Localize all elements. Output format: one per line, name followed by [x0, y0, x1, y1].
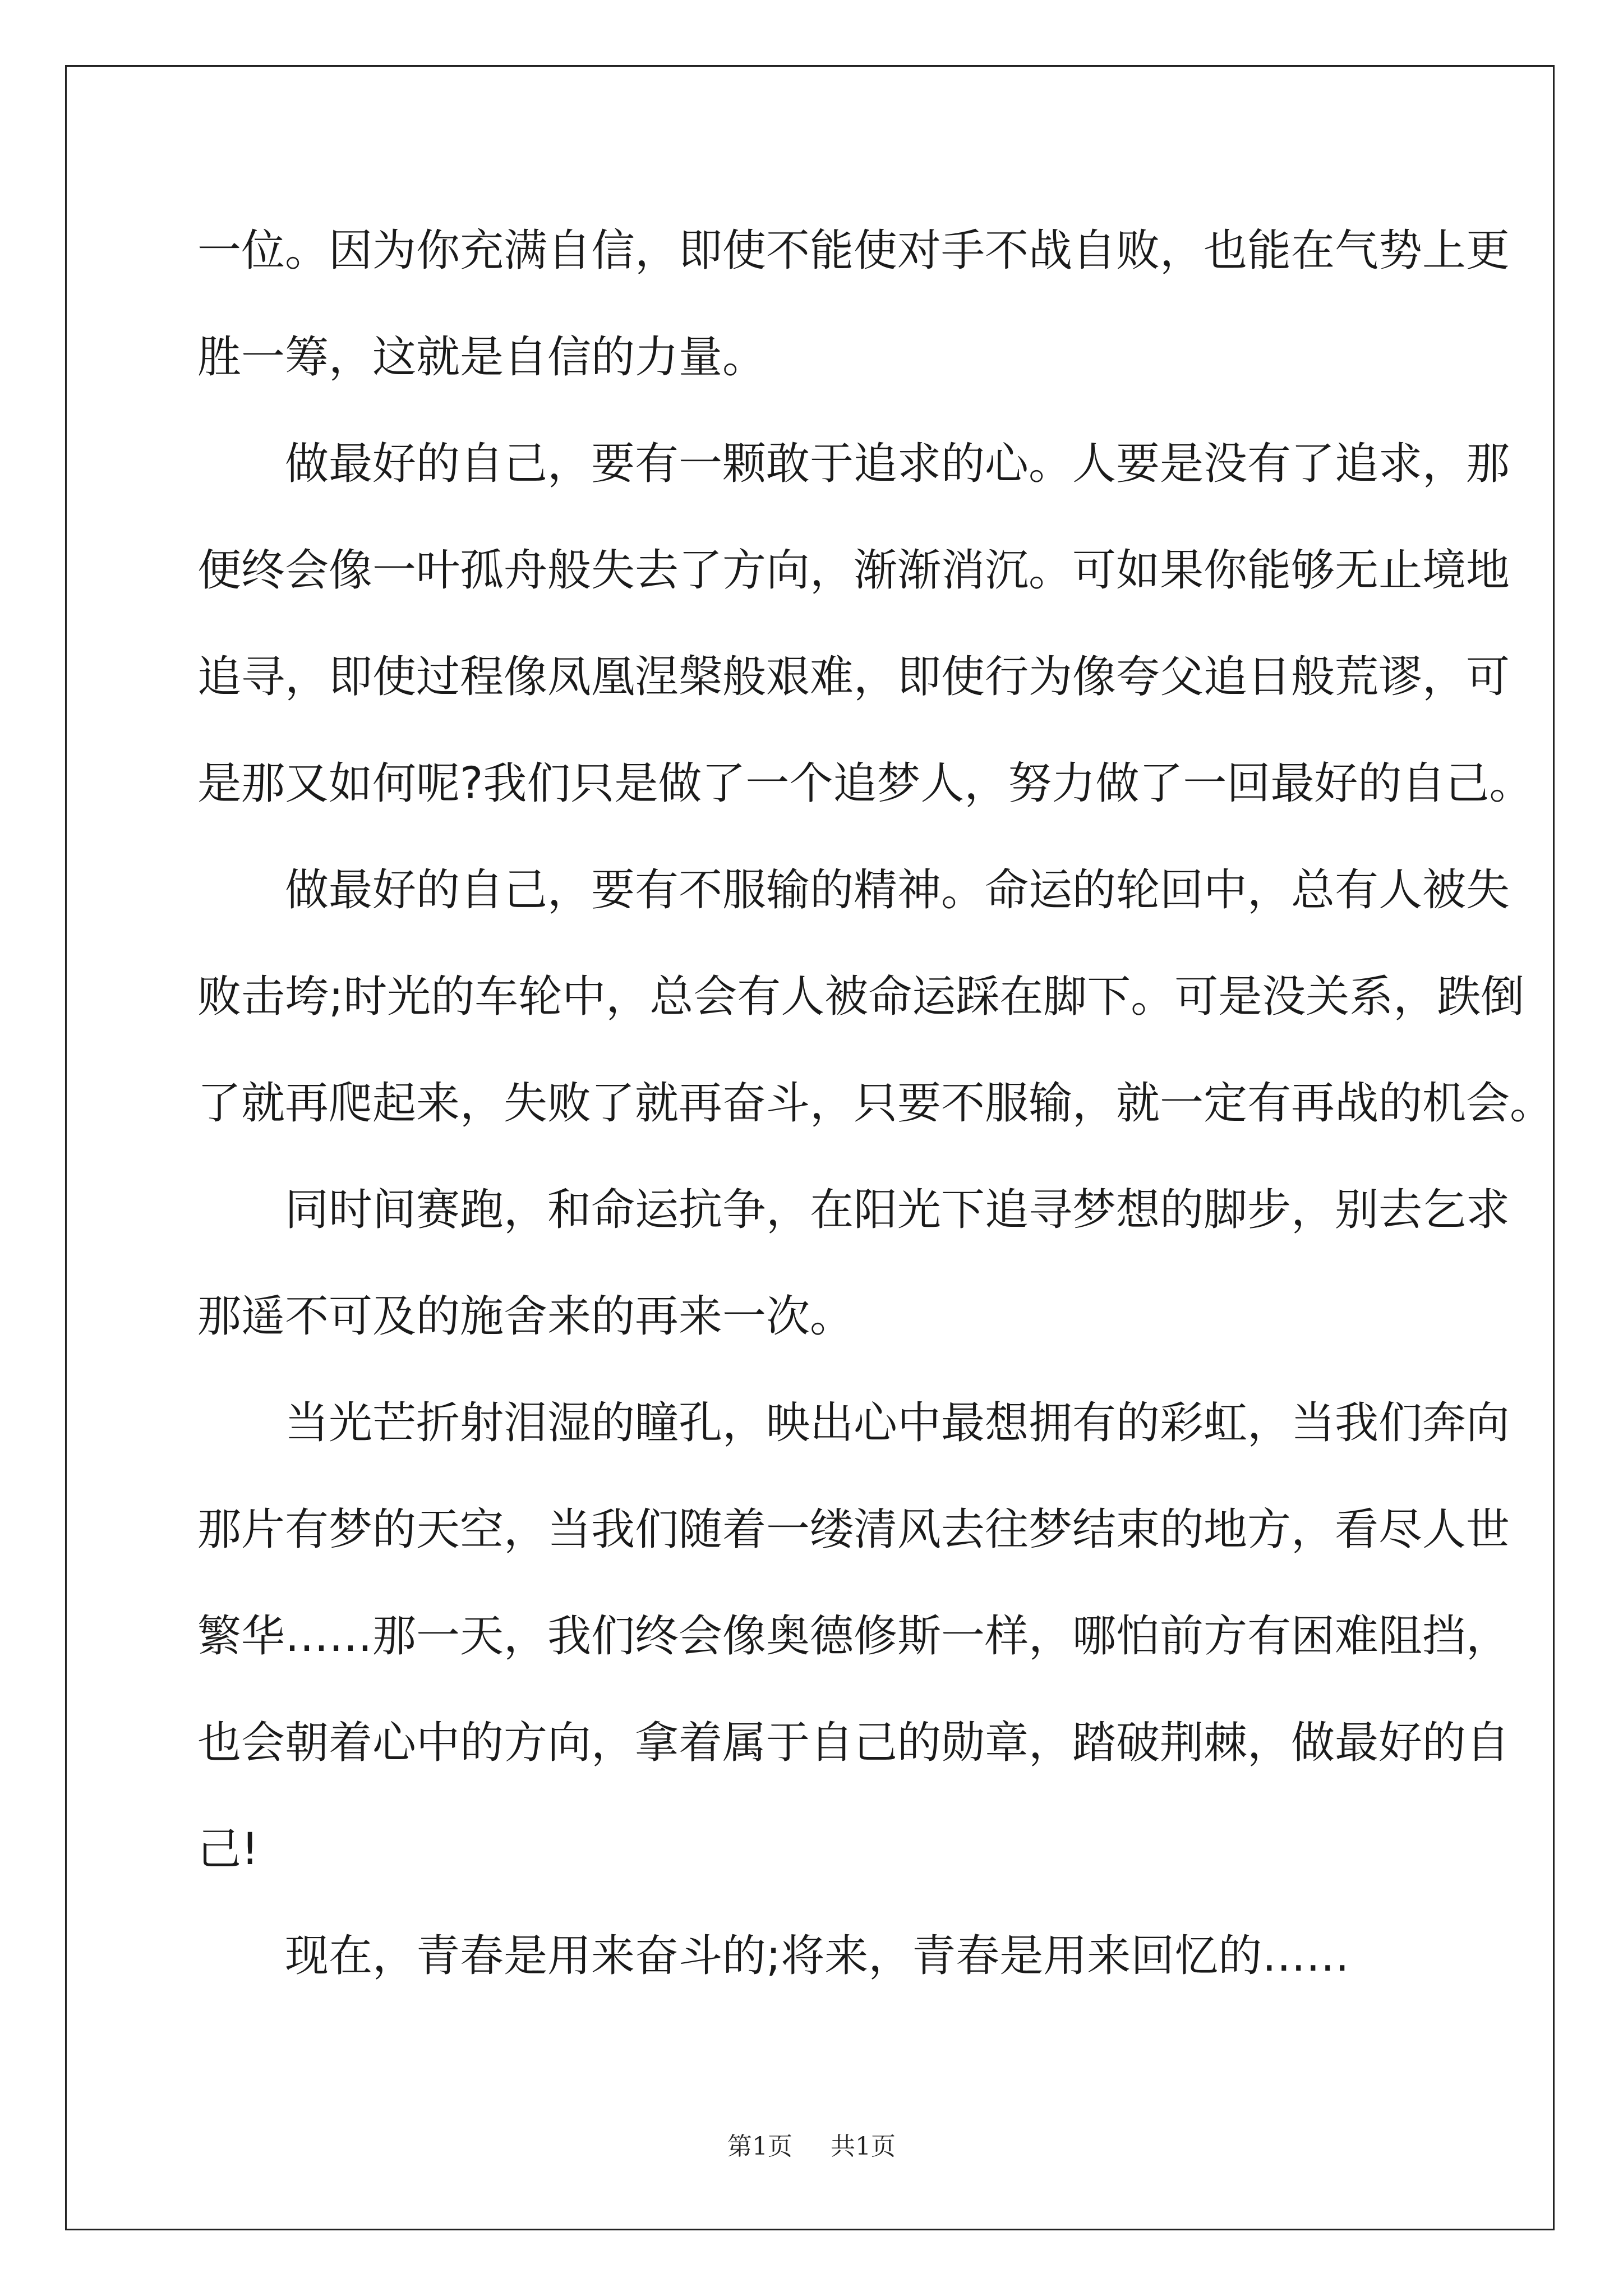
body-text-line: 繁华……那一天，我们终会像奥德修斯一样，哪怕前方有困难阻挡，: [197, 1611, 1510, 1662]
body-text-line: 那片有梦的天空，当我们随着一缕清风去往梦结束的地方，看尽人世: [197, 1504, 1510, 1555]
body-text-line: 也会朝着心中的方向，拿着属于自己的勋章，踏破荆棘，做最好的自: [197, 1718, 1510, 1768]
body-text-line: 当光芒折射泪湿的瞳孔，映出心中最想拥有的彩虹，当我们奔向: [197, 1398, 1510, 1448]
body-text-line: 胜一筹，这就是自信的力量。: [197, 332, 767, 383]
body-text-line: 一位。因为你充满自信，即使不能使对手不战自败，也能在气势上更: [197, 226, 1510, 276]
body-text-line: 做最好的自己，要有不服输的精神。命运的轮回中，总有人被失: [197, 865, 1510, 915]
body-text-line: 败击垮;时光的车轮中，总会有人被命运踩在脚下。可是没关系，跌倒: [197, 972, 1525, 1022]
body-text-line: 做最好的自己，要有一颗敢于追求的心。人要是没有了追求，那: [197, 439, 1510, 489]
body-text-line: 那遥不可及的施舍来的再来一次。: [197, 1291, 854, 1342]
page-footer: [0, 2126, 1623, 2162]
page-number-total: 共1页: [831, 2132, 896, 2161]
body-text-line: 己!: [197, 1824, 259, 1875]
body-text-line: 追寻，即使过程像凤凰涅槃般艰难，即使行为像夸父追日般荒谬，可: [197, 652, 1510, 702]
page-number-current: 第1页: [727, 2132, 792, 2161]
body-text-line: 便终会像一叶孤舟般失去了方向，渐渐消沉。可如果你能够无止境地: [197, 545, 1510, 596]
body-text-line: 现在，青春是用来奋斗的;将来，青春是用来回忆的……: [197, 1931, 1350, 1981]
body-text-line: 同时间赛跑，和命运抗争，在阳光下追寻梦想的脚步，别去乞求: [197, 1185, 1510, 1235]
body-text-line: 是那又如何呢?我们只是做了一个追梦人，努力做了一回最好的自己。: [197, 758, 1533, 809]
body-text-line: 了就再爬起来，失败了就再奋斗，只要不服输，就一定有再战的机会。: [197, 1078, 1554, 1129]
page-frame: [65, 65, 1555, 2230]
